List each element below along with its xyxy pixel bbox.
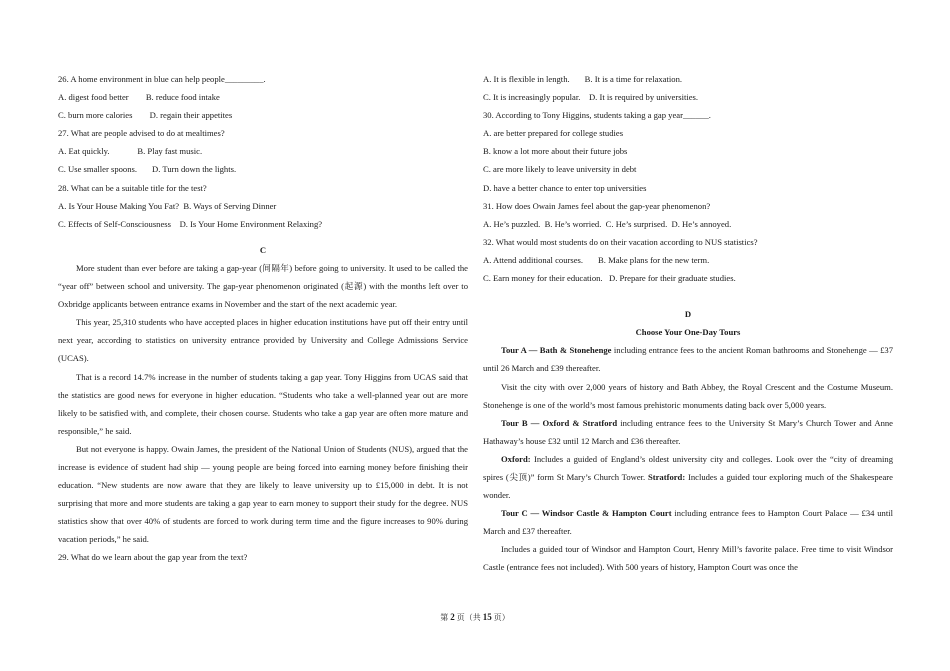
- tour-c-label: Tour C — Windsor Castle & Hampton Court: [501, 508, 672, 519]
- section-c-heading: C: [259, 244, 267, 255]
- right-column: [483, 70, 893, 577]
- current-page-number: 2: [450, 612, 455, 622]
- tour-b-description: including entrance fees to the University St Mary’s Church Tower and Anne Hathaway’s house £32 until 12 March and £36 thereafter.: [483, 417, 893, 446]
- question-32-options-cd: C. Earn money for their education. D. Prepare for their graduate studies.: [483, 273, 736, 284]
- question-31-options: A. He’s puzzled. B. He’s worried. C. He’s surprised. D. He’s annoyed.: [483, 218, 732, 229]
- question-30-option-d: D. have a better chance to enter top universities: [483, 182, 647, 193]
- tour-b-detail: [483, 450, 893, 504]
- question-32-options-ab: A. Attend additional courses. B. Make plans for the new term.: [483, 254, 710, 265]
- total-page-count: 15: [482, 612, 492, 622]
- tour-c-description: including entrance fees to Hampton Court Palace — £34 until March and £37 thereafter.: [483, 508, 893, 537]
- footer-middle: 页（共: [454, 613, 483, 622]
- passage-c-paragraph: That is a record 14.7% increase in the number of students taking a gap year. Tony Higgins from UCAS said that the statistics are good news for everyone in higher education. “Students who take a well-planned year out are more likely to be satisfied with, and complete, their chosen course. Students who take a gap year are often more mature and responsible,” he said.: [58, 371, 468, 436]
- passage-c-paragraph: This year, 25,310 students who have accepted places in higher education institutions have put off their entry until next year, according to statistics on university entrance provided by University and College Admissions Service (UCAS).: [58, 317, 468, 364]
- footer-suffix: 页）: [491, 613, 510, 622]
- question-28-options-cd: C. Effects of Self-Consciousness D. Is Your Home Environment Relaxing?: [58, 218, 323, 229]
- tour-c-detail: Includes a guided tour of Windsor and Hampton Court, Henry Mill’s favorite palace. Free time to visit Windsor Castle (entrance fees not included). With 500 years of history, Hampton Court was once the: [483, 544, 893, 573]
- tour-a-paragraph: [483, 341, 893, 377]
- footer-prefix: 第: [440, 613, 451, 622]
- question-29-stem: 29. What do we learn about the gap year from the text?: [58, 552, 248, 563]
- oxford-text: Includes a guided of England’s oldest university city and colleges. Look over the “city of dreaming spires (尖顶)” form St Mary’s Church Tower.: [483, 453, 893, 482]
- question-29-options-cd: C. It is increasingly popular. D. It is required by universities.: [483, 92, 699, 103]
- oxford-label: Oxford:: [501, 453, 531, 464]
- question-30-option-a: A. are better prepared for college studies: [483, 128, 624, 139]
- question-32-stem: 32. What would most students do on their vacation according to NUS statistics?: [483, 236, 758, 247]
- stratford-text: Includes a guided tour exploring much of the Shakespeare wonder.: [483, 471, 893, 501]
- question-26-options-cd: C. burn more calories D. regain their appetites: [58, 110, 233, 121]
- page-footer: [0, 612, 950, 623]
- left-column: [58, 70, 468, 567]
- question-28-stem: 28. What can be a suitable title for the test?: [58, 182, 207, 193]
- tour-a-description: including entrance fees to the ancient Roman bathrooms and Stonehenge — £37 until 26 March and £39 thereafter.: [483, 345, 894, 374]
- question-28-options-ab: A. Is Your House Making You Fat? B. Ways of Serving Dinner: [58, 200, 277, 211]
- question-30-stem: 30. According to Tony Higgins, students taking a gap year______.: [483, 110, 711, 121]
- question-29-options-ab: A. It is flexible in length. B. It is a time for relaxation.: [483, 74, 683, 84]
- tour-a-label: Tour A — Bath & Stonehenge: [501, 345, 612, 356]
- question-31-stem: 31. How does Owain James feel about the gap-year phenomenon?: [483, 200, 711, 211]
- question-27-options-ab: A. Eat quickly. B. Play fast music.: [58, 146, 203, 157]
- question-26-options-ab: A. digest food better B. reduce food intake: [58, 92, 220, 103]
- tour-a-detail: Visit the city with over 2,000 years of history and Bath Abbey, the Royal Crescent and the Costume Museum. Stonehenge is one of the world’s most famous prehistoric monuments dating back over 5,000 years.: [483, 381, 893, 410]
- tour-c-paragraph: [483, 504, 893, 540]
- passage-c-paragraph: More student than ever before are taking a gap-year (间隔年) before going to university. It used to be called the “year off” between school and university. The gap-year phenomenon originated (起源) with the months left over to Oxbridge applicants between entrance exams in November and the start of the next academic year.: [58, 262, 468, 310]
- question-30-option-c: C. are more likely to leave university in debt: [483, 164, 637, 175]
- tour-b-paragraph: [483, 414, 893, 450]
- section-d-heading: D: [684, 309, 692, 320]
- question-27-stem: 27. What are people advised to do at mealtimes?: [58, 128, 225, 139]
- passage-c-paragraph: But not everyone is happy. Owain James, the president of the National Union of Students (NUS), argued that the increase is evidence of student had ship — young people are being forced into earning money before finishing their education. “New students are now aware that they are likely to leave university up to £15,000 in debt. It is not surprising that more and more students are taking a gap year to earn money to support their study for the degree. NUS statistics show that over 40% of students are forced to work during term time and the figure increases to 90% during vacation periods,” he said.: [58, 443, 468, 545]
- question-27-options-cd: C. Use smaller spoons. D. Turn down the lights.: [58, 164, 237, 175]
- stratford-label: Stratford:: [647, 471, 686, 482]
- tour-b-label: Tour B — Oxford & Stratford: [501, 417, 618, 428]
- question-30-option-b: B. know a lot more about their future jobs: [483, 146, 628, 157]
- section-d-title: Choose Your One-Day Tours: [635, 327, 741, 338]
- question-26-stem: 26. A home environment in blue can help people_________.: [58, 74, 266, 84]
